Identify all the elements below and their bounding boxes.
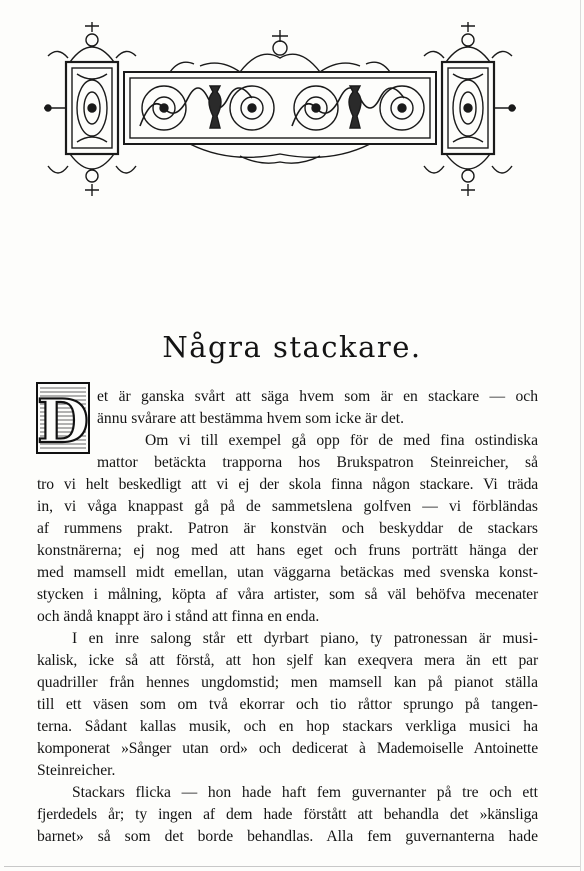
text-line: Om vi till exempel gå opp för de med fina ostindiska: [145, 432, 538, 449]
text-line: kalisk, icke så att förstå, att hon sjelf kan exeqvera mera än ett par: [37, 652, 538, 669]
drop-cap-initial: [36, 382, 90, 454]
text-line: stycken i målning, köpta af våra artister, som så väl behöfva mecenater: [37, 586, 538, 603]
text-line: med mamsell midt emellan, utan väggarna betäckas med svenska konst-: [37, 564, 538, 581]
page-edge-bottom: [4, 866, 580, 867]
text-line: mattor betäckta trapporna hos Brukspatron Steinreicher, så: [97, 454, 538, 471]
text-line: komponerat »Sånger utan ord» och dedicerat à Mademoiselle Antoinette: [37, 740, 538, 757]
text-line: fjerdedels år; ty ingen af dem hade förstått att behandla det »känsliga: [37, 806, 538, 823]
text-line: till ett väsen som om två ekorrar och tio råttor sprungo på tangen-: [37, 696, 538, 713]
text-line: tro vi helt beskedligt att vi ej der skola finna någon stackare. Vi träda: [37, 476, 538, 493]
page-edge-right: [580, 0, 581, 871]
text-line: af rummens prakt. Patron är konstvän och beskyddar de stackars: [37, 520, 538, 537]
text-line: barnet» så som det borde behandlas. Alla fem guvernanterna hade: [37, 828, 538, 845]
text-line: Steinreicher.: [37, 762, 116, 779]
text-line: och ändå knappt äro i stånd att finna en enda.: [37, 608, 320, 625]
text-line: konstnärerna; ej nog med att hans eget och fruns porträtt hänga der: [37, 542, 538, 559]
chapter-title: Några stackare.: [162, 330, 422, 364]
text-line: terna. Sådant kallas musik, och en hop stackars verkliga musici ha: [37, 718, 538, 735]
ornamental-header: [40, 16, 540, 206]
text-line: Stackars flicka — hon hade haft fem guvernanter på tre och ett: [72, 784, 538, 801]
text-line: et är ganska svårt att säga hvem som är en stackare — och: [97, 388, 538, 405]
text-line: ännu svårare att bestämma hvem som icke är det.: [97, 410, 404, 427]
drop-cap-letter: D: [36, 387, 90, 454]
text-line: quadriller från hennes ungdomstid; men mamsell kan på pianot ställa: [37, 674, 538, 691]
text-line: I en inre salong står ett dyrbart piano, ty patronessan är musi-: [72, 630, 538, 647]
text-line: in, vi våga knappast gå på de sammetslena golfven — vi förbländas: [37, 498, 538, 515]
